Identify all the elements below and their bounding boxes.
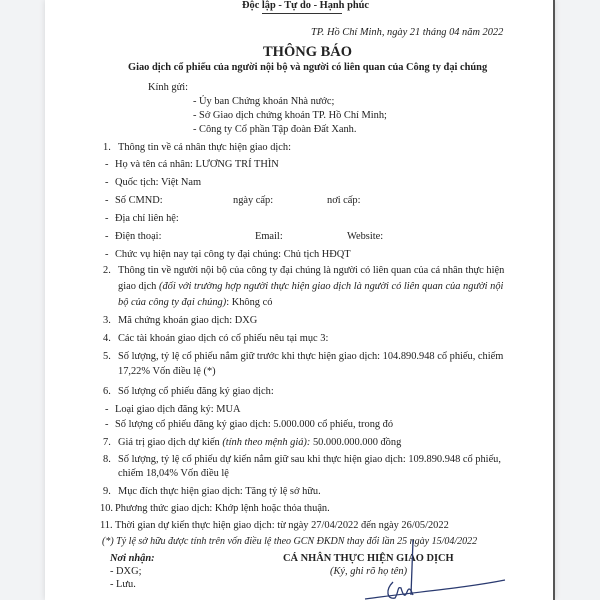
- item-6: Số lượng cổ phiếu đăng ký giao dịch:: [118, 386, 274, 397]
- item-number: 5.: [103, 351, 111, 362]
- dash: -: [105, 249, 109, 260]
- signer-note: (Ký, ghi rõ họ tên): [330, 566, 408, 577]
- signature: [335, 500, 515, 600]
- item-4: Các tài khoản giao dịch có cổ phiếu nêu tại mục 3:: [118, 333, 329, 344]
- address: Địa chỉ liên hệ:: [115, 213, 179, 224]
- text: giao dịch: [118, 281, 159, 292]
- position: Chức vụ hiện nay tại công ty đại chúng: Chủ tịch HĐQT: [115, 249, 351, 260]
- transaction-type: Loại giao dịch đăng ký: MUA: [115, 404, 241, 415]
- text: Giá trị giao dịch dự kiến: [118, 437, 223, 448]
- dash: -: [105, 419, 109, 430]
- recipient: - Sở Giao dịch chứng khoán TP. Hồ Chí Minh;: [193, 110, 387, 121]
- id-number: Số CMND:: [115, 195, 163, 206]
- item-number: 11.: [100, 520, 113, 531]
- website: Website:: [347, 231, 384, 242]
- item-number: 10.: [100, 503, 113, 514]
- item-number: 7.: [103, 437, 111, 448]
- footnote: (*) Tỷ lệ sở hữu được tính trên vốn điều lệ theo GCN ĐKDN thay đổi lần 25 ngày 15/04/2022: [102, 536, 478, 547]
- addressee-label: Kính gửi:: [148, 82, 188, 93]
- phone: Điện thoại:: [115, 231, 162, 242]
- id-date: ngày cấp:: [233, 195, 274, 206]
- dash: -: [105, 195, 109, 206]
- dash: -: [105, 159, 109, 170]
- signer-title: CÁ NHÂN THỰC HIỆN GIAO DỊCH: [283, 553, 454, 564]
- motto: Độc lập - Tự do - Hạnh phúc: [242, 0, 370, 11]
- item-2-line2: [118, 281, 503, 293]
- recipients-footer-line: - Lưu.: [110, 579, 136, 590]
- name: Họ và tên cá nhân: LƯƠNG TRÍ THÌN: [115, 159, 279, 170]
- id-place: nơi cấp:: [327, 195, 361, 206]
- recipient: - Ủy ban Chứng khoán Nhà nước;: [193, 96, 335, 107]
- motto-underline: [262, 13, 342, 14]
- dash: -: [105, 404, 109, 415]
- document-page: [45, 0, 555, 600]
- recipient: - Công ty Cổ phần Tập đoàn Đất Xanh.: [193, 124, 357, 135]
- item-number: 6.: [103, 386, 111, 397]
- text: bộ của công ty đại chúng): [118, 297, 227, 308]
- item-9: Mục đích thực hiện giao dịch: Tăng tỷ lệ sở hữu.: [118, 486, 321, 497]
- nationality: Quốc tịch: Việt Nam: [115, 177, 202, 188]
- text: (đối với trường hợp người thực hiện giao dịch là người có liên quan của người nội: [158, 281, 504, 292]
- dash: -: [105, 177, 109, 188]
- item-1: Thông tin về cá nhân thực hiện giao dịch:: [118, 142, 291, 153]
- item-8: Số lượng, tỷ lệ cổ phiếu dự kiến nắm giữ sau khi thực hiện giao dịch: 109.890.948 cổ phiếu,: [118, 454, 501, 465]
- text: : Không có: [226, 297, 273, 308]
- text: (tính theo mệnh giá):: [222, 437, 311, 448]
- recipients-footer-line: - DXG;: [110, 566, 142, 577]
- item-number: 8.: [103, 454, 111, 465]
- item-10: Phương thức giao dịch: Khớp lệnh hoặc thỏa thuận.: [115, 503, 330, 514]
- dash: -: [105, 231, 109, 242]
- text: 50.000.000.000 đồng: [310, 437, 402, 448]
- item-number: 2.: [103, 265, 111, 276]
- item-2: Thông tin về người nội bộ của công ty đại chúng là người có liên quan của cá nhân thực hiện: [118, 265, 505, 276]
- item-8-line2: chiếm 18,04% Vốn điều lệ: [118, 468, 229, 479]
- dash: -: [105, 213, 109, 224]
- item-number: 1.: [103, 142, 111, 153]
- subtitle: Giao dịch cổ phiếu của người nội bộ và người có liên quan của Công ty đại chúng: [128, 62, 488, 73]
- item-2-line3: [118, 297, 272, 309]
- item-7: [118, 437, 401, 449]
- item-3: Mã chứng khoán giao dịch: DXG: [118, 315, 258, 326]
- item-5-line2: 17,22% Vốn điều lệ (*): [118, 366, 216, 377]
- item-number: 3.: [103, 315, 111, 326]
- item-5: Số lượng, tỷ lệ cổ phiếu nắm giữ trước khi thực hiện giao dịch: 104.890.948 cổ phiếu, chiếm: [118, 351, 504, 362]
- email: Email:: [255, 231, 283, 242]
- item-number: 4.: [103, 333, 111, 344]
- item-number: 9.: [103, 486, 111, 497]
- item-11: Thời gian dự kiến thực hiện giao dịch: từ ngày 27/04/2022 đến ngày 26/05/2022: [115, 520, 449, 531]
- page-title: THÔNG BÁO: [263, 44, 353, 60]
- recipients-footer-label: Nơi nhận:: [110, 553, 155, 564]
- quantity: Số lượng cổ phiếu đăng ký giao dịch: 5.000.000 cổ phiếu, trong đó: [115, 419, 394, 430]
- date-line: TP. Hồ Chí Minh, ngày 21 tháng 04 năm 2022: [311, 27, 504, 38]
